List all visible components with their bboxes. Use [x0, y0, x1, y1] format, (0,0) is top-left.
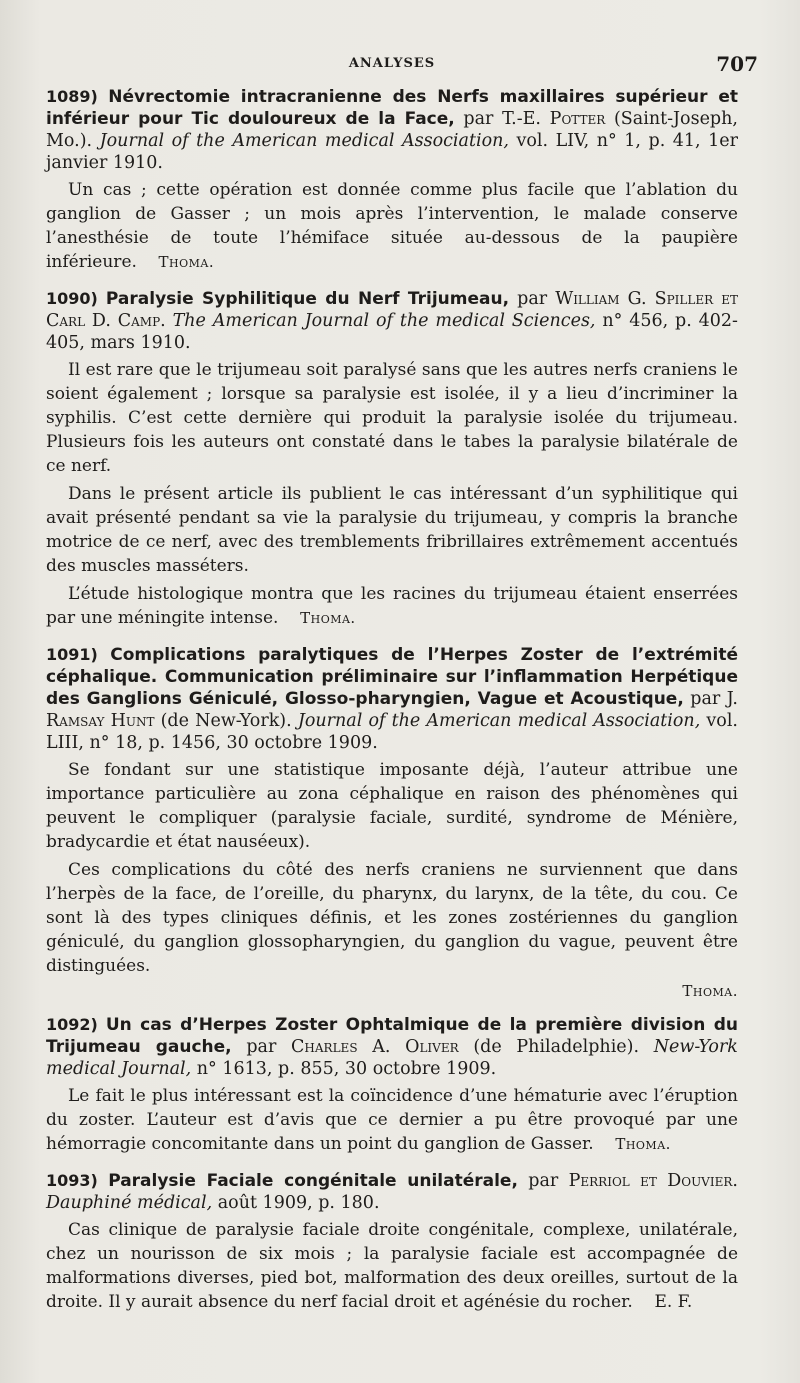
article-id: 1093) [46, 1171, 98, 1190]
article-paragraph [46, 178, 738, 274]
article-place: (de Philadelphie). [473, 1037, 640, 1057]
article-1093 [46, 1170, 738, 1314]
article-journal: Dauphiné médical, [46, 1193, 213, 1213]
article-paragraph: Ces complications du côté des nerfs craniens ne surviennent que dans l’herpès de la face, de l’oreille, du pharynx, du larynx, de la tête, du cou. Ce sont là des types cliniques définis, et les zones zostériennes du ganglion géniculé, du ganglion glossopharyngien, du ganglion du vague, peuvent être distinguées. [46, 860, 738, 976]
article-heading [46, 1170, 738, 1214]
article-signature: E. F. [654, 1292, 693, 1312]
running-head [46, 52, 758, 86]
paragraph-text: Un cas ; cette opération est donnée comme plus facile que l’ablation du ganglion de Gasser ; un mois après l’intervention, le malade conserve l’anesthésie de toute l’hémiface située au-dessous de la paupière inférieure. [46, 180, 738, 272]
article-paragraph: Il est rare que le trijumeau soit paralysé sans que les autres nerfs craniens le soient également ; lorsque sa paralysie est isolée, il y a lieu d’incriminer la syphilis. C’est cette dernière qui produit la paralysie isolée du trijumeau. Plusieurs fois les auteurs ont constaté dans le tabes la paralysie bilatérale de ce nerf. [46, 360, 738, 476]
article-ref: n° 1613, p. 855, 30 octobre 1909. [196, 1059, 497, 1079]
article-heading [46, 288, 738, 354]
article-1092 [46, 1014, 738, 1156]
article-author: Potter [549, 109, 606, 129]
article-ref: vol. LIII, n° 18, p. 1456, 30 octobre 1909. [46, 711, 738, 753]
article-author: Ramsay Hunt [46, 711, 155, 731]
article-1090 [46, 288, 738, 630]
article-signature: Thoma. [682, 982, 738, 1000]
article-paragraph: Se fondant sur une statistique imposante déjà, l’auteur attribue une importance particulière au zona céphalique en raison des phénomènes qui peuvent le compliquer (paralysie faciale, surdité, syndrome de Ménière, bradycardie et état nauséeux). [46, 760, 738, 852]
article-paragraph [46, 582, 738, 630]
article-by: par [246, 1037, 277, 1057]
page-number: 707 [716, 52, 758, 76]
article-title: Névrectomie intracranienne des Nerfs maxillaires supérieur et inférieur pour Tic douloureux de la Face, [46, 87, 738, 129]
article-title: Complications paralytiques de l’Herpes Zoster de l’extrémité céphalique. Communication préliminaire sur l’inflammation Herpétique des Ganglions Géniculé, Glosso-pharyngien, Vague et Acoustique, [46, 645, 738, 709]
article-journal: New-York medical Journal, [46, 1037, 738, 1079]
article-paragraph [46, 1084, 738, 1156]
article-place: (de New-York). [160, 711, 292, 731]
article-by: par [528, 1171, 559, 1191]
article-author: Charles A. Oliver [291, 1037, 459, 1057]
article-journal: The American Journal of the medical Sciences, [172, 311, 596, 331]
article-heading [46, 86, 738, 174]
article-paragraph [46, 1218, 738, 1314]
article-heading [46, 644, 738, 754]
running-head-title: ANALYSES [348, 56, 436, 71]
article-place: (Saint-Joseph, Mo.). [46, 109, 738, 151]
article-by: par J. [690, 689, 738, 709]
article-by: par [517, 289, 548, 309]
article-signature: Thoma. [158, 253, 215, 271]
article-id: 1089) [46, 87, 98, 106]
article-paragraph: Dans le présent article ils publient le cas intéressant d’un syphilitique qui avait présenté pendant sa vie la paralysie du trijumeau, y compris la branche motrice de ce nerf, avec des tremblements fribrillaires extrêmement accentués des muscles masséters. [46, 484, 738, 576]
paragraph-text: Cas clinique de paralysie faciale droite congénitale, complexe, unilatérale, chez un nourisson de six mois ; la paralysie faciale est accompagnée de malformations diverses, pied bot, malformation des deux oreilles, surtout de la droite. Il y aurait absence du nerf facial droit et agénésie du rocher. [46, 1220, 738, 1312]
article-title: Paralysie Faciale congénitale unilatérale, [108, 1171, 518, 1191]
article-title: Paralysie Syphilitique du Nerf Trijumeau, [105, 289, 510, 309]
article-ref: n° 456, p. 402-405, mars 1910. [46, 311, 738, 353]
article-title: Un cas d’Herpes Zoster Ophtalmique de la première division du Trijumeau gauche, [46, 1015, 738, 1057]
article-journal: Journal of the American medical Association, [99, 131, 509, 151]
paragraph-text: Le fait le plus intéressant est la coïncidence d’une hématurie avec l’éruption du zoster. L’auteur est d’avis que ce dernier a pu être provoqué par une hémorragie concomitante dans un point du ganglion de Gasser. [46, 1086, 738, 1154]
article-by: par T.-E. [463, 109, 541, 129]
article-1091 [46, 644, 738, 1000]
article-id: 1091) [46, 645, 98, 664]
article-author: William G. Spiller et Carl D. Camp. [46, 289, 738, 331]
paragraph-text: L’étude histologique montra que les racines du trijumeau étaient enserrées par une méningite intense. [46, 584, 738, 628]
article-signature: Thoma. [300, 609, 356, 627]
article-signature: Thoma. [615, 1135, 671, 1153]
article-1089 [46, 86, 738, 274]
article-id: 1090) [46, 289, 98, 308]
article-id: 1092) [46, 1015, 98, 1034]
article-journal: Journal of the American medical Association, [297, 711, 701, 731]
article-heading [46, 1014, 738, 1080]
article-author: Perriol et Douvier. [568, 1171, 738, 1191]
article-ref: août 1909, p. 180. [217, 1193, 380, 1213]
article-ref: vol. LIV, n° 1, p. 41, 1er janvier 1910. [46, 131, 738, 173]
